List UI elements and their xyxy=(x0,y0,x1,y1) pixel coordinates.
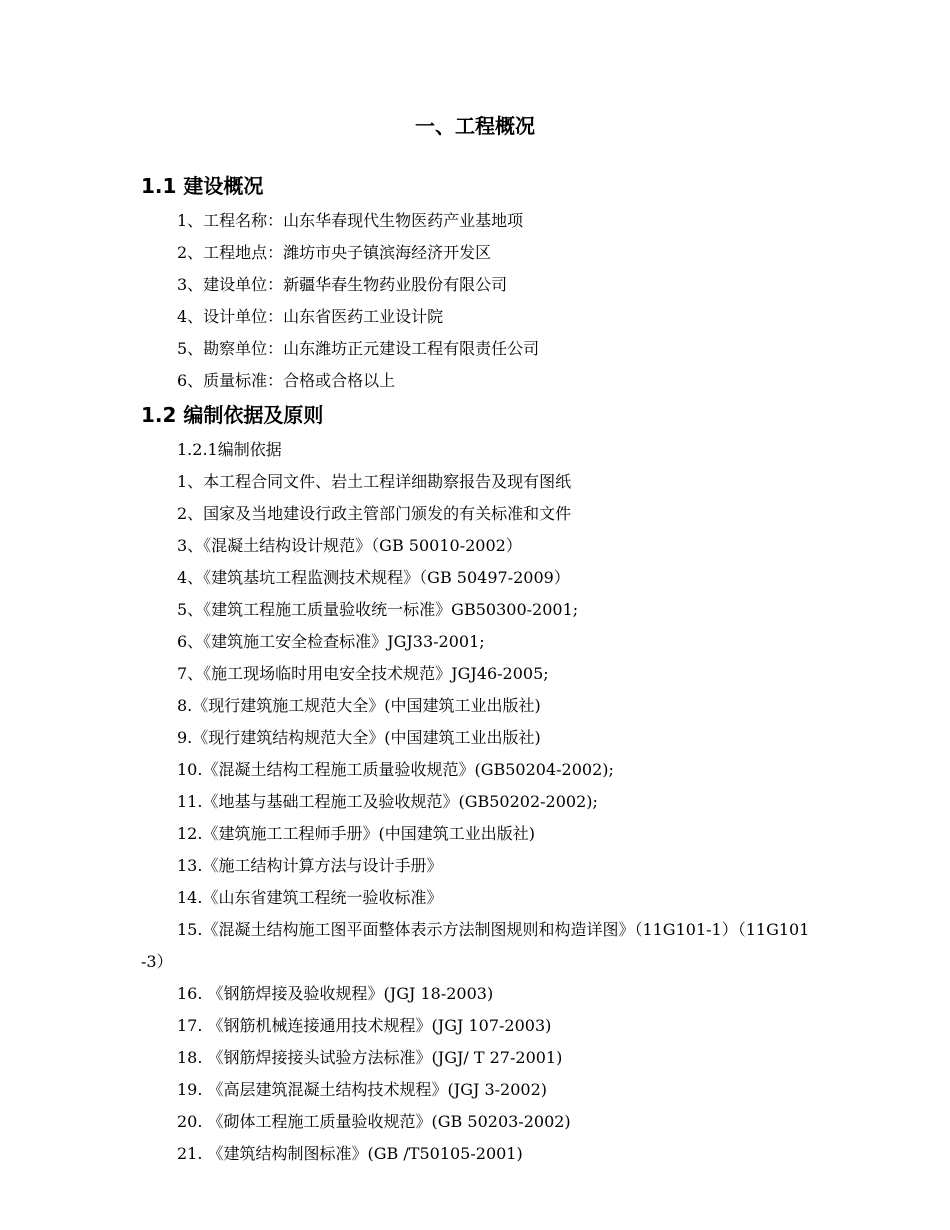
list-item: 18. 《钢筋焊接接头试验方法标准》(JGJ/ T 27-2001) xyxy=(177,1048,563,1067)
list-item: 12.《建筑施工工程师手册》(中国建筑工业出版社) xyxy=(177,824,535,843)
list-item: 6、《建筑施工安全检查标准》JGJ33-2001; xyxy=(177,632,485,651)
section-heading-1-1: 1.1 建设概况 xyxy=(141,174,264,198)
list-item: 1、工程名称：山东华春现代生物医药产业基地项 xyxy=(177,211,524,230)
list-item: 21. 《建筑结构制图标准》(GB /T50105-2001) xyxy=(177,1144,523,1163)
section-1-1-list xyxy=(0,205,950,397)
list-item: 4、设计单位：山东省医药工业设计院 xyxy=(177,307,444,326)
subsection-heading: 1.2.1编制依据 xyxy=(177,440,282,459)
list-item: 5、《建筑工程施工质量验收统一标准》GB50300-2001; xyxy=(177,600,579,619)
list-item: 2、工程地点：潍坊市央子镇滨海经济开发区 xyxy=(177,243,492,262)
list-item: 20. 《砌体工程施工质量验收规范》(GB 50203-2002) xyxy=(177,1112,571,1131)
list-item: 13.《施工结构计算方法与设计手册》 xyxy=(177,856,443,875)
list-item: 16. 《钢筋焊接及验收规程》(JGJ 18-2003) xyxy=(177,984,494,1003)
list-item: 4、《建筑基坑工程监测技术规程》（GB 50497-2009） xyxy=(177,568,570,587)
list-item: 3、建设单位：新疆华春生物药业股份有限公司 xyxy=(177,275,508,294)
section-1-2-list xyxy=(0,434,950,1170)
list-item: 17. 《钢筋机械连接通用技术规程》(JGJ 107-2003) xyxy=(177,1016,552,1035)
list-item: 5、勘察单位：山东潍坊正元建设工程有限责任公司 xyxy=(177,339,540,358)
list-item: 7、《施工现场临时用电安全技术规范》JGJ46-2005; xyxy=(177,664,549,683)
list-item: 14.《山东省建筑工程统一验收标准》 xyxy=(177,888,443,907)
list-item: 15.《混凝土结构施工图平面整体表示方法制图规则和构造详图》（11G101-1）（11G101-3） xyxy=(141,920,810,971)
list-item: 10.《混凝土结构工程施工质量验收规范》(GB50204-2002); xyxy=(177,760,614,779)
list-item: 1、本工程合同文件、岩土工程详细勘察报告及现有图纸 xyxy=(177,472,572,491)
section-heading-1-2: 1.2 编制依据及原则 xyxy=(141,403,324,427)
list-item: 19. 《高层建筑混凝土结构技术规程》(JGJ 3-2002) xyxy=(177,1080,548,1099)
list-item: 6、质量标准：合格或合格以上 xyxy=(177,371,396,390)
list-item: 8.《现行建筑施工规范大全》(中国建筑工业出版社) xyxy=(177,696,541,715)
list-item: 11.《地基与基础工程施工及验收规范》(GB50202-2002); xyxy=(177,792,598,811)
list-item: 3、《混凝土结构设计规范》（GB 50010-2002） xyxy=(177,536,522,555)
list-item: 2、国家及当地建设行政主管部门颁发的有关标准和文件 xyxy=(177,504,572,523)
chapter-title: 一、工程概况 xyxy=(415,114,535,138)
list-item: 9.《现行建筑结构规范大全》(中国建筑工业出版社) xyxy=(177,728,541,747)
